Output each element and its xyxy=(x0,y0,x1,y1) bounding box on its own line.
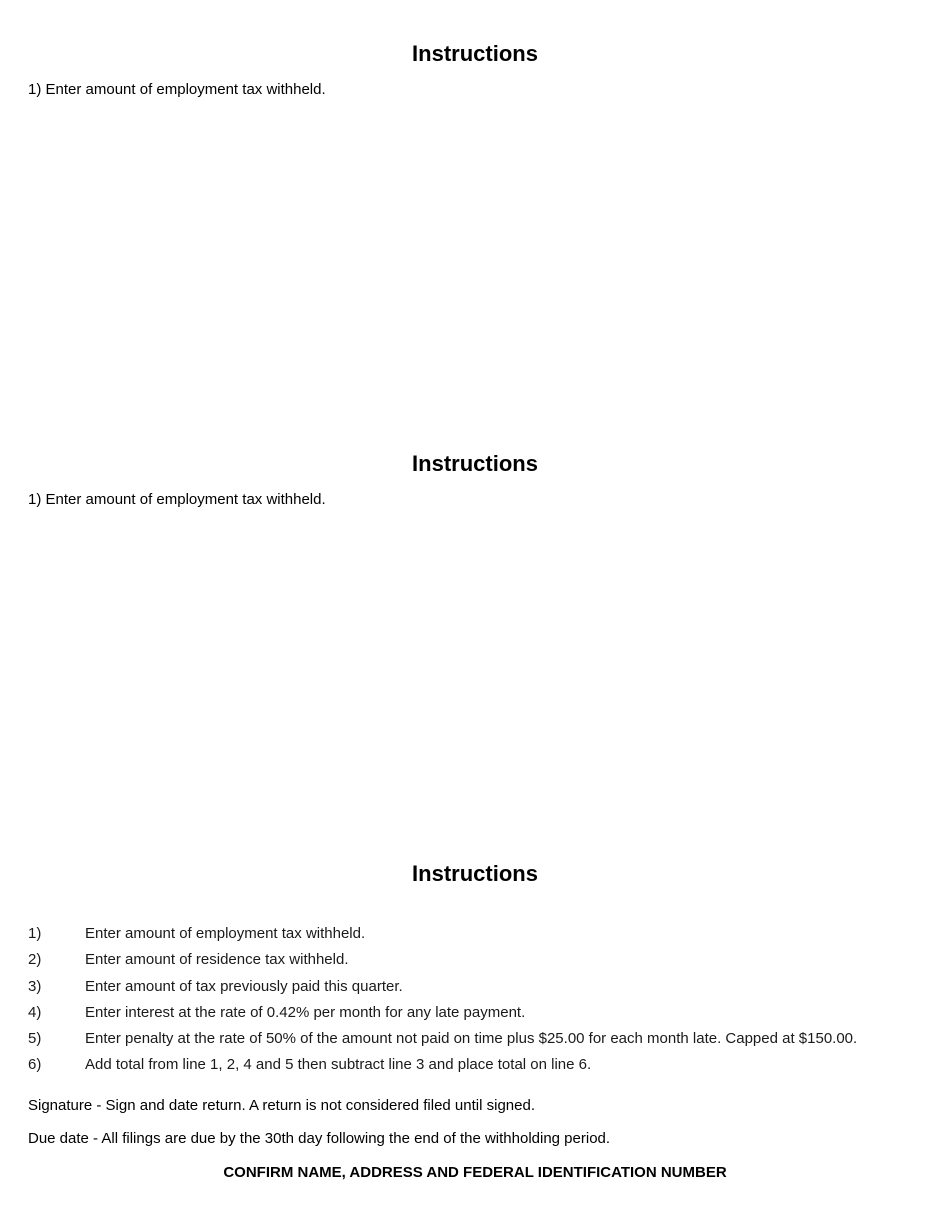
instruction-line-2: 1) Enter amount of employment tax withheld. xyxy=(28,491,326,508)
list-item xyxy=(28,1029,857,1055)
instructions-heading-2: Instructions xyxy=(412,451,538,476)
list-item-text: Enter amount of employment tax withheld. xyxy=(85,925,366,942)
list-item xyxy=(28,950,857,976)
confirm-notice: CONFIRM NAME, ADDRESS AND FEDERAL IDENTIFICATION NUMBER xyxy=(223,1164,727,1181)
list-item-number: 1) xyxy=(28,925,42,942)
list-item-number: 4) xyxy=(28,1003,42,1021)
instructions-heading-1: Instructions xyxy=(412,41,538,66)
list-item-number: 3) xyxy=(28,977,42,995)
list-item-number: 2) xyxy=(28,951,42,969)
list-item xyxy=(28,1003,857,1029)
instructions-heading-3: Instructions xyxy=(412,861,538,886)
instruction-line-1: 1) Enter amount of employment tax withheld. xyxy=(28,81,326,98)
list-item-text: Enter penalty at the rate of 50% of the amount not paid on time plus $25.00 for each month late. Capped at $150.00. xyxy=(85,1030,858,1048)
instructions-list xyxy=(28,924,857,1082)
list-item-number: 6) xyxy=(28,1056,42,1074)
list-item-number: 5) xyxy=(28,1030,42,1048)
list-item-text: Enter amount of residence tax withheld. xyxy=(85,951,349,969)
list-item-text: Enter amount of tax previously paid this quarter. xyxy=(85,977,403,995)
list-item xyxy=(28,924,857,950)
list-item-text: Enter interest at the rate of 0.42% per month for any late payment. xyxy=(85,1003,526,1021)
list-item-text: Add total from line 1, 2, 4 and 5 then subtract line 3 and place total on line 6. xyxy=(85,1056,592,1074)
list-item xyxy=(28,1055,857,1081)
due-date-note: Due date - All filings are due by the 30th day following the end of the withholding period. xyxy=(28,1130,611,1147)
list-item xyxy=(28,977,857,1003)
signature-note: Signature - Sign and date return. A return is not considered filed until signed. xyxy=(28,1097,535,1114)
